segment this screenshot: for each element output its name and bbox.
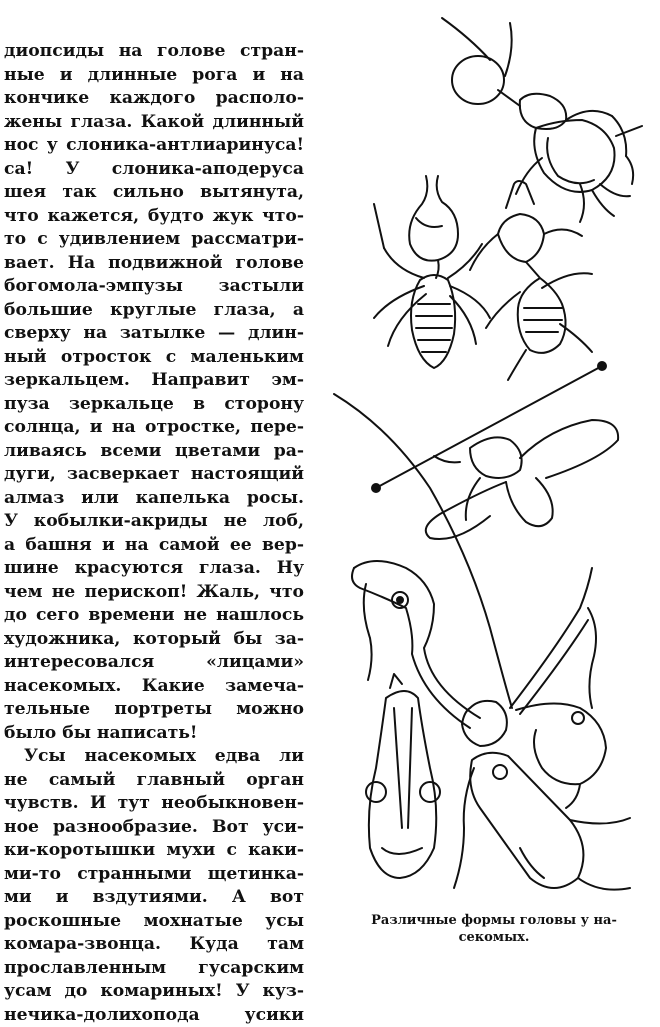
text-line-1: диопсиды на голове стран- bbox=[4, 40, 304, 64]
text-line-30: было бы написать! bbox=[4, 722, 304, 746]
text-line-4: жены глаза. Какой длинный bbox=[4, 111, 304, 135]
caption-line-2: секомых. bbox=[334, 929, 654, 946]
text-line-3: кончике каждого располо- bbox=[4, 87, 304, 111]
text-line-16: пуза зеркальце в сторону bbox=[4, 393, 304, 417]
text-line-6: са! У слоника-аподеруса bbox=[4, 158, 304, 182]
text-line-12: большие круглые глаза, а bbox=[4, 299, 304, 323]
body-text bbox=[4, 40, 304, 1027]
text-line-9: то с удивлением рассматри- bbox=[4, 228, 304, 252]
text-line-18: ливаясь всеми цветами ра- bbox=[4, 440, 304, 464]
text-line-38: роскошные мохнатые усы bbox=[4, 910, 304, 934]
text-line-29: тельные портреты можно bbox=[4, 698, 304, 722]
text-line-11: богомола-эмпузы застыли bbox=[4, 275, 304, 299]
grasshopper-head-drawing bbox=[366, 674, 440, 878]
longhorn-beetle-drawing bbox=[454, 753, 630, 890]
mantis-head-drawing bbox=[352, 561, 507, 746]
text-line-37: ми и вздутиями. А вот bbox=[4, 886, 304, 910]
weevil-drawing-left bbox=[374, 176, 490, 368]
text-line-39: комара-звонца. Куда там bbox=[4, 933, 304, 957]
text-line-25: до сего времени не нашлось bbox=[4, 604, 304, 628]
text-line-22: а башня и на самой ее вер- bbox=[4, 534, 304, 558]
text-line-32: не самый главный орган bbox=[4, 769, 304, 793]
text-line-23: шине красуются глаза. Ну bbox=[4, 557, 304, 581]
text-line-2: ные и длинные рога и на bbox=[4, 64, 304, 88]
text-line-14: ный отросток с маленьким bbox=[4, 346, 304, 370]
text-line-8: что кажется, будто жук что- bbox=[4, 205, 304, 229]
text-line-26: художника, который бы за- bbox=[4, 628, 304, 652]
text-line-19: дуги, засверкает настоящий bbox=[4, 463, 304, 487]
text-line-40: прославленным гусарским bbox=[4, 957, 304, 981]
stalk-eyed-fly-drawing bbox=[334, 362, 618, 708]
text-line-5: нос у слоника-антлиаринуса! bbox=[4, 134, 304, 158]
text-line-41: усам до комариных! У куз- bbox=[4, 980, 304, 1004]
text-line-31: Усы насекомых едва ли bbox=[4, 745, 304, 769]
text-line-34: ное разнообразие. Вот уси- bbox=[4, 816, 304, 840]
text-line-7: шея так сильно вытянута, bbox=[4, 181, 304, 205]
beetle-drawing bbox=[442, 18, 642, 222]
text-line-33: чувств. И тут необыкновен- bbox=[4, 792, 304, 816]
text-line-36: ми-то странными щетинка- bbox=[4, 863, 304, 887]
text-line-10: вает. На подвижной голове bbox=[4, 252, 304, 276]
text-line-28: насекомых. Какие замеча- bbox=[4, 675, 304, 699]
figure-caption bbox=[334, 912, 654, 946]
text-line-35: ки-коротышки мухи с каки- bbox=[4, 839, 304, 863]
weevil-drawing-right bbox=[470, 181, 592, 380]
text-line-20: алмаз или капелька росы. bbox=[4, 487, 304, 511]
insect-heads-illustration bbox=[330, 8, 660, 908]
text-line-21: У кобылки-акриды не лоб, bbox=[4, 510, 304, 534]
text-line-27: интересовался «лицами» bbox=[4, 651, 304, 675]
text-line-42: нечика-долихопода усики bbox=[4, 1004, 304, 1027]
text-line-17: солнца, и на отростке, пере- bbox=[4, 416, 304, 440]
caption-line-1: Различные формы головы у на- bbox=[334, 912, 654, 929]
text-line-13: сверху на затылке — длин- bbox=[4, 322, 304, 346]
text-line-24: чем не перископ! Жаль, что bbox=[4, 581, 304, 605]
text-line-15: зеркальцем. Направит эм- bbox=[4, 369, 304, 393]
